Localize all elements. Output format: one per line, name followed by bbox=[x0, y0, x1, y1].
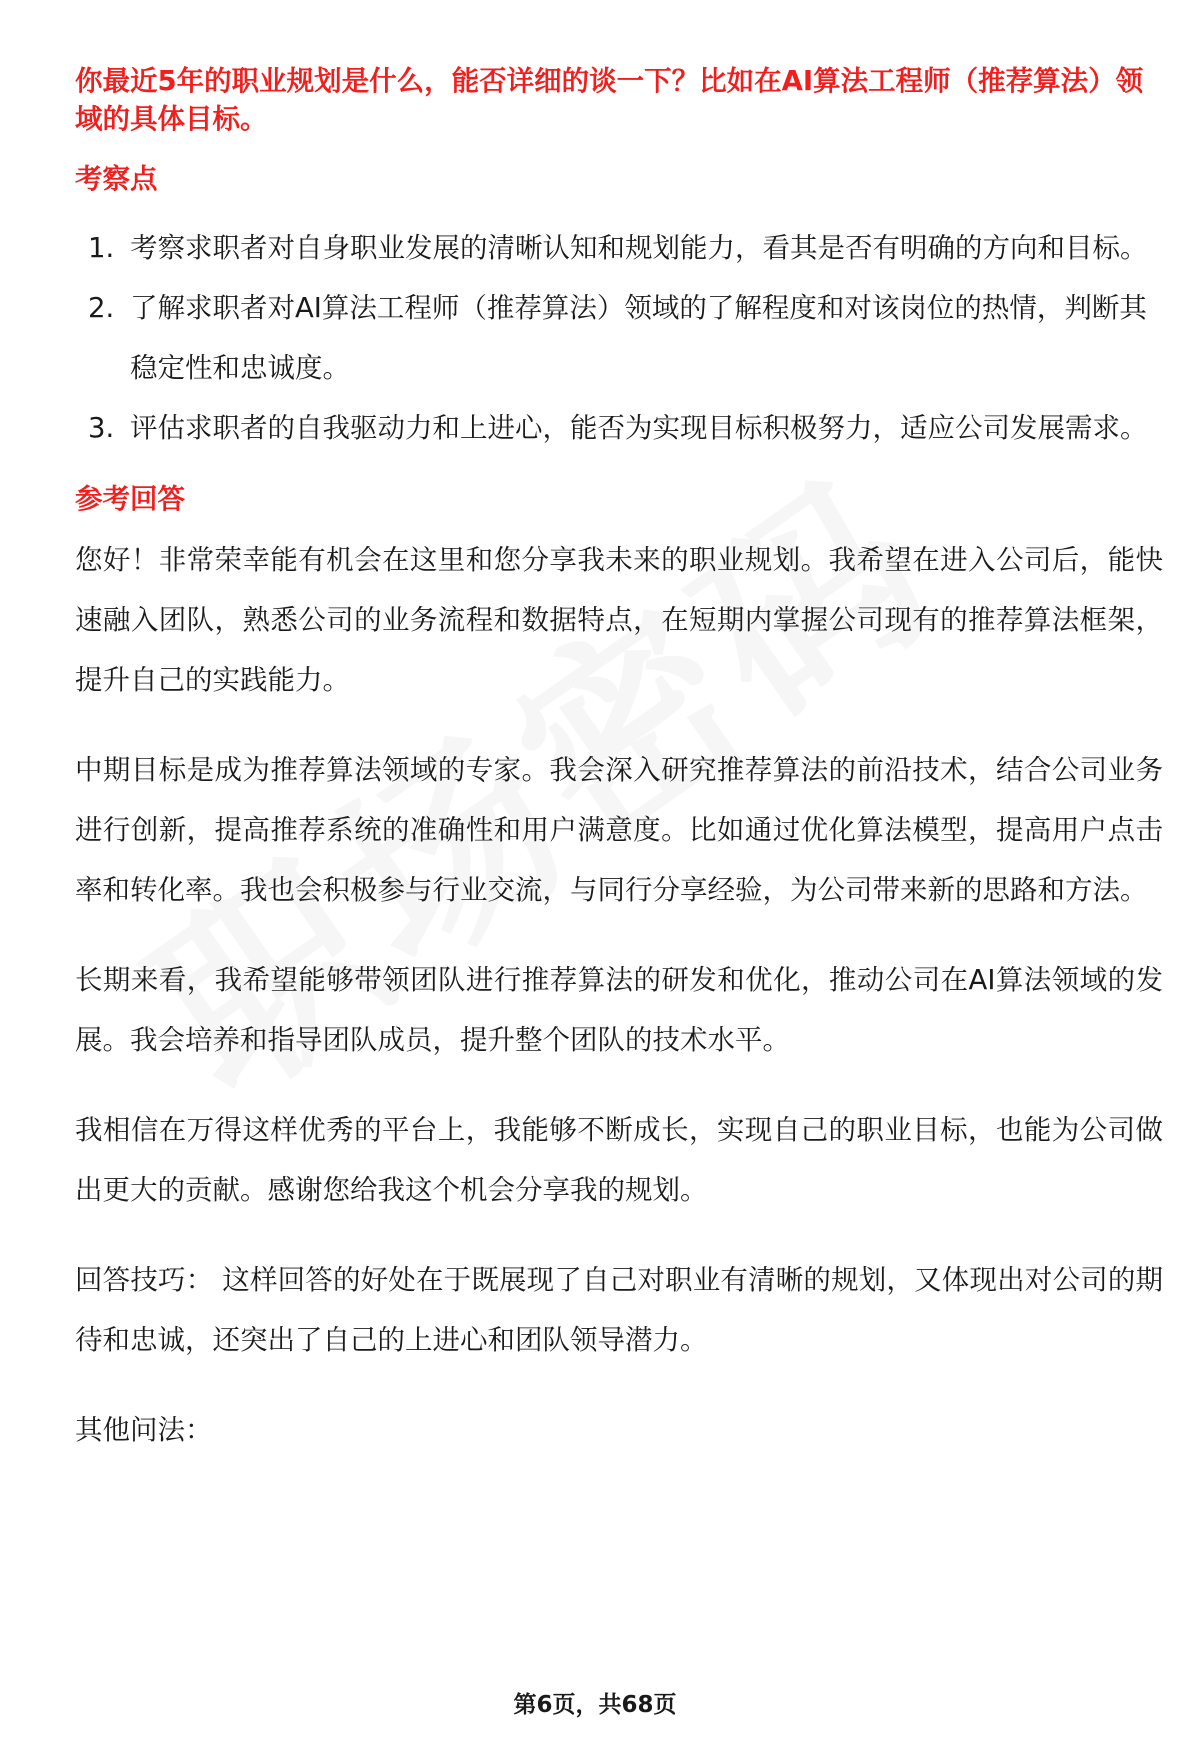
list-item bbox=[75, 218, 1163, 278]
answer-paragraph-1: 您好！非常荣幸能有机会在这里和您分享我未来的职业规划。我希望在进入公司后，能快速融入团队，熟悉公司的业务流程和数据特点，在短期内掌握公司现有的推荐算法框架，提升自己的实践能力。 bbox=[75, 544, 1163, 696]
list-item-number: 1. bbox=[88, 232, 115, 264]
answer-paragraph-2: 中期目标是成为推荐算法领域的专家。我会深入研究推荐算法的前沿技术，结合公司业务进行创新，提高推荐系统的准确性和用户满意度。比如通过优化算法模型，提高用户点击率和转化率。我也会积极参与行业交流，与同行分享经验，为公司带来新的思路和方法。 bbox=[75, 754, 1163, 906]
page-number-footer: 第6页，共68页 bbox=[513, 1692, 677, 1718]
list-item-text: 了解求职者对AI算法工程师（推荐算法）领域的了解程度和对该岗位的热情，判断其稳定性和忠诚度。 bbox=[130, 292, 1147, 384]
answer-tips: 回答技巧： 这样回答的好处在于既展现了自己对职业有清晰的规划，又体现出对公司的期待和忠诚，还突出了自己的上进心和团队领导潜力。 bbox=[75, 1264, 1163, 1356]
other-questions-label: 其他问法： bbox=[75, 1414, 213, 1446]
page-content bbox=[75, 62, 1163, 1460]
list-item bbox=[75, 398, 1163, 458]
answer-paragraph-4: 我相信在万得这样优秀的平台上，我能够不断成长，实现自己的职业目标，也能为公司做出更大的贡献。感谢您给我这个机会分享我的规划。 bbox=[75, 1114, 1163, 1206]
points-section-title: 考察点 bbox=[75, 163, 158, 195]
list-item bbox=[75, 278, 1163, 398]
points-list bbox=[75, 218, 1163, 458]
list-item-number: 3. bbox=[88, 412, 115, 444]
question-heading: 你最近5年的职业规划是什么，能否详细的谈一下？比如在AI算法工程师（推荐算法）领域的具体目标。 bbox=[75, 65, 1144, 135]
list-item-text: 考察求职者对自身职业发展的清晰认知和规划能力，看其是否有明确的方向和目标。 bbox=[130, 232, 1148, 264]
answer-section-title: 参考回答 bbox=[75, 483, 185, 515]
list-item-text: 评估求职者的自我驱动力和上进心，能否为实现目标积极努力，适应公司发展需求。 bbox=[130, 412, 1148, 444]
answer-paragraph-3: 长期来看，我希望能够带领团队进行推荐算法的研发和优化，推动公司在AI算法领域的发展。我会培养和指导团队成员，提升整个团队的技术水平。 bbox=[75, 964, 1163, 1056]
list-item-number: 2. bbox=[88, 292, 115, 324]
